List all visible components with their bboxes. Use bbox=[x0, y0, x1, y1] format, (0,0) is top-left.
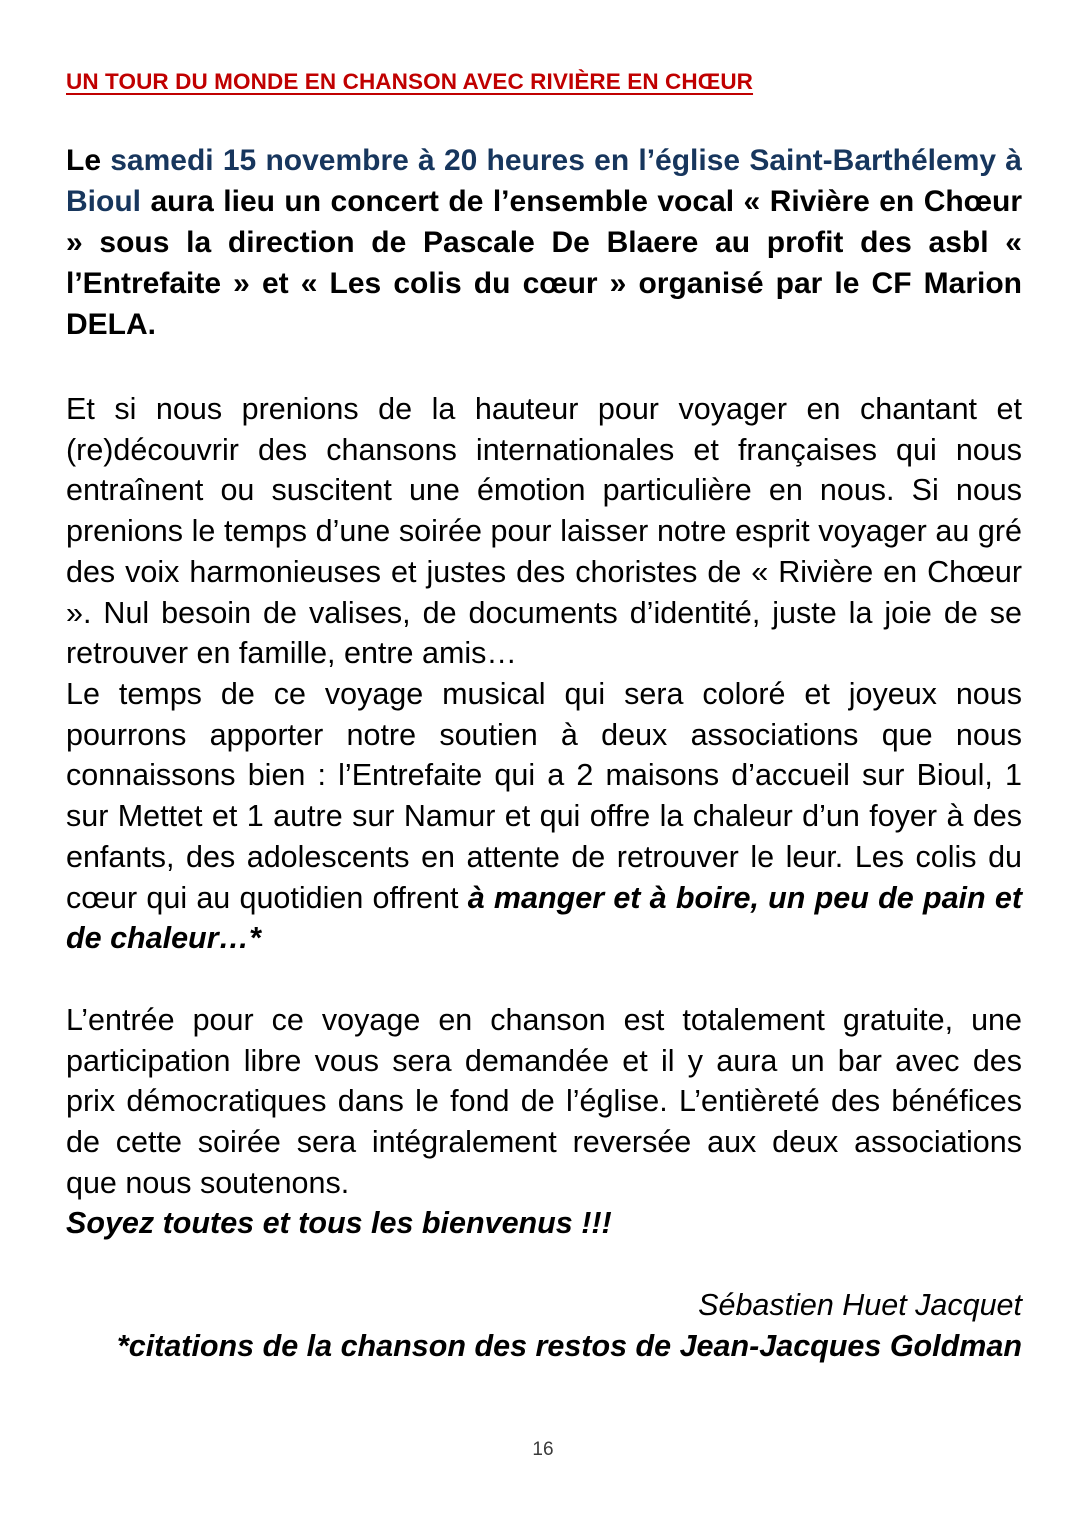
body-paragraph-2 bbox=[66, 674, 1022, 959]
lead-paragraph bbox=[66, 140, 1022, 345]
body-paragraph-3: L’entrée pour ce voyage en chanson est totalement gratuite, une participation libre vous sera demandée et il y aura un bar avec des prix démocratiques dans le fond de l’église. L’entièreté des bénéfices de cette soirée sera intégralement reversée aux deux associations que nous soutenons. bbox=[66, 1003, 1022, 1200]
song-quote-emphasis: à manger et à boire, un peu de pain et de chaleur…* bbox=[66, 880, 1023, 956]
lead-text-highlight-date-place: samedi 15 novembre à 20 heures en l’église Saint-Barthélemy à Bioul bbox=[66, 144, 1022, 218]
page-number: 16 bbox=[532, 1439, 554, 1460]
body-paragraph-2-text: Le temps de ce voyage musical qui sera coloré et joyeux nous pourrons apporter notre soutien à deux associations que nous connaissons bien : l’Entrefaite qui a 2 maisons d’accueil sur Bioul, 1 sur Mettet et 1 autre sur Namur et qui offre la chaleur d’un foyer à des enfants, des adolescents en attente de retrouver le leur. Les colis du cœur qui au quotidien offrent bbox=[66, 677, 1022, 915]
lead-text-part-3: aura lieu un concert de l’ensemble vocal « Rivière en Chœur » sous la direction de Pascale De Blaere au profit des asbl « l’Entrefaite » et « Les colis du cœur » organisé par le CF Marion DELA. bbox=[66, 185, 1022, 341]
signature-credit-note: *citations de la chanson des restos de Jean-Jacques Goldman bbox=[116, 1329, 1022, 1363]
page-title: UN TOUR DU MONDE EN CHANSON AVEC RIVIÈRE EN CHŒUR bbox=[66, 69, 754, 94]
signature-author: Sébastien Huet Jacquet bbox=[698, 1288, 1022, 1322]
body-paragraph-1: Et si nous prenions de la hauteur pour voyager en chantant et (re)découvrir des chansons internationales et françaises qui nous entraînent ou suscitent une émotion particulière en nous. Si nous prenions le temps d’une soirée pour laisser notre esprit voyager au gré des voix harmonieuses et justes des choristes de « Rivière en Chœur ». Nul besoin de valises, de documents d’identité, juste la joie de se retrouver en famille, entre amis… bbox=[66, 392, 1022, 671]
lead-text-part-1: Le bbox=[66, 144, 111, 177]
welcome-line: Soyez toutes et tous les bienvenus !!! bbox=[66, 1206, 612, 1240]
